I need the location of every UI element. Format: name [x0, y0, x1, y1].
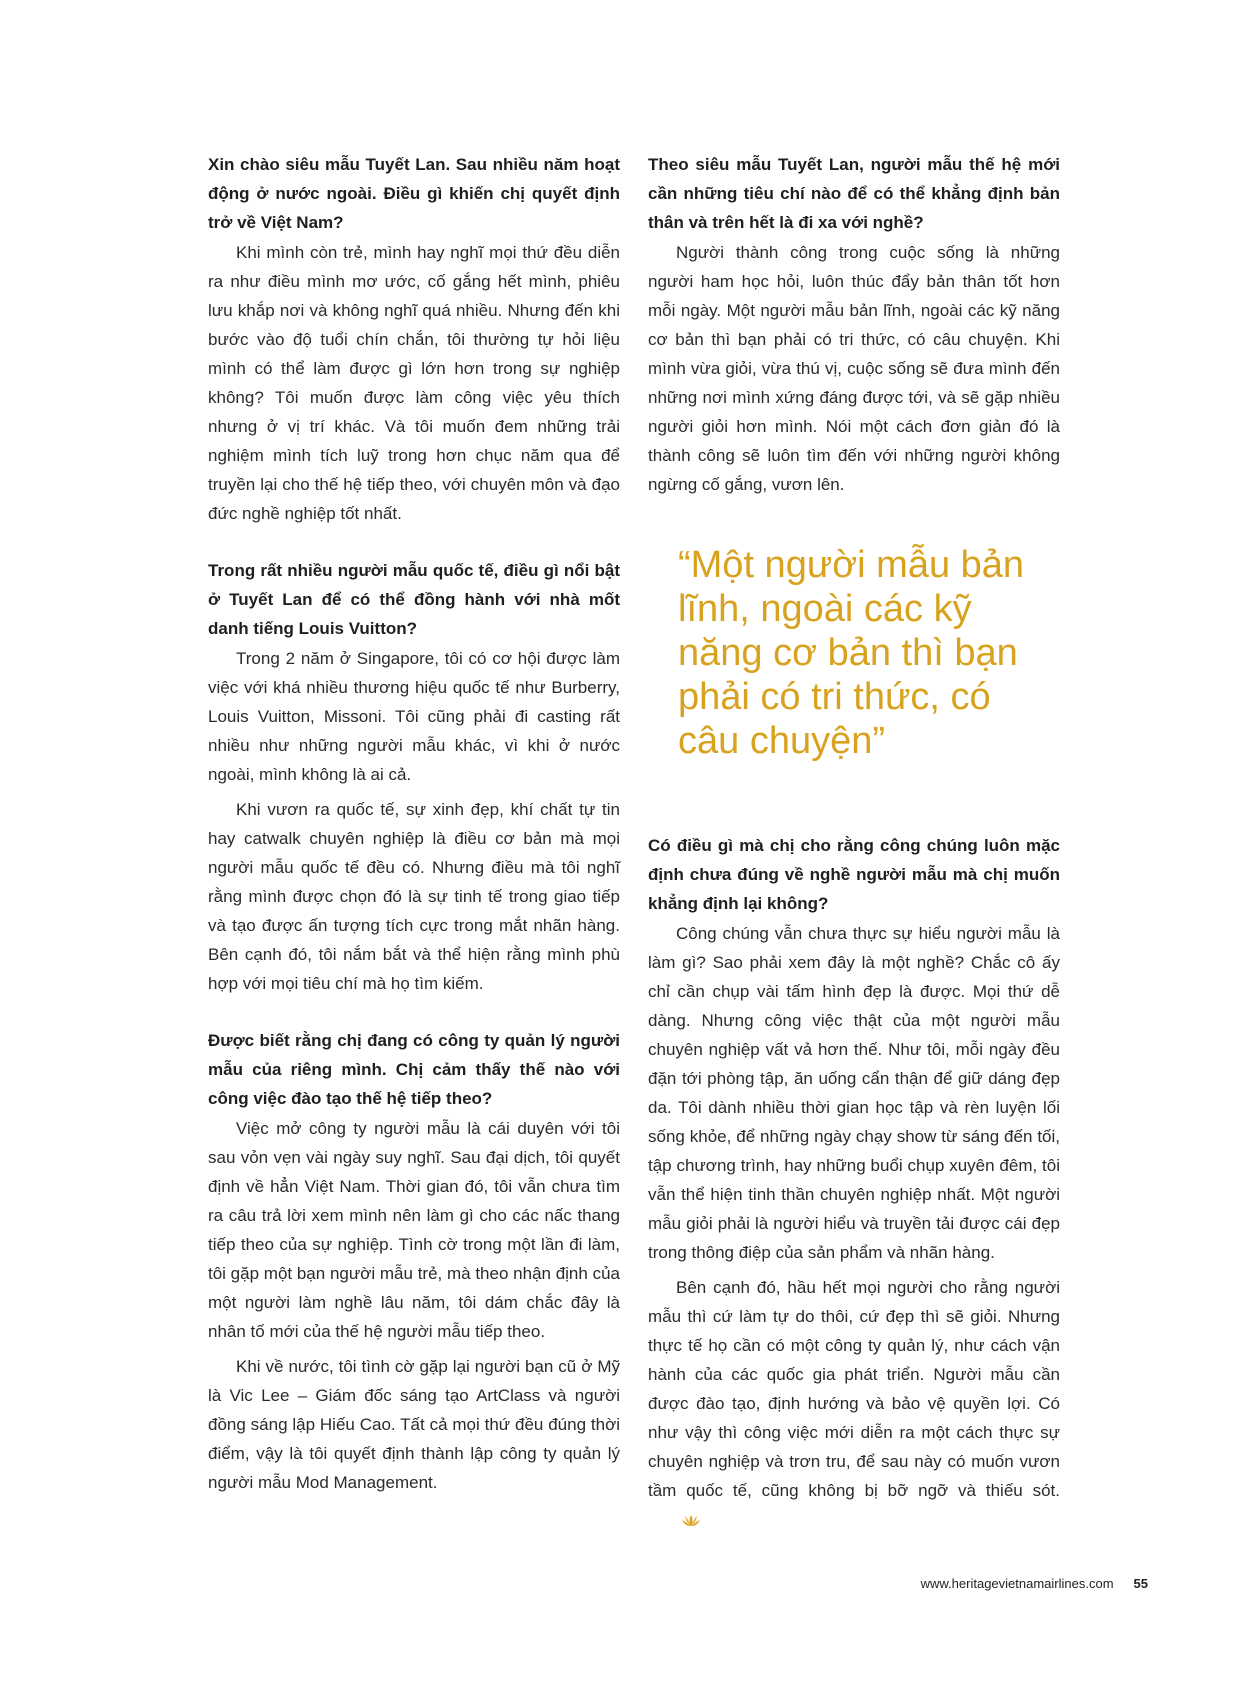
page-number: 55	[1133, 1576, 1148, 1591]
page-footer	[921, 1576, 1148, 1591]
answer-5b-text: Bên cạnh đó, hầu hết mọi người cho rằng người mẫu thì cứ làm tự do thôi, cứ đẹp thì sẽ giỏi. Nhưng thực tế họ cần có một công ty quản lý, như cách vận hành của các quốc gia phát triển. Người mẫu cần được đào tạo, định hướng và bảo vệ quyền lợi. Có như vậy thì công việc mới diễn ra một cách thực sự chuyên nghiệp và trơn tru, để sau này có muốn vươn tầm quốc tế, cũng không bị bỡ ngỡ và thiếu sót.	[648, 1278, 1060, 1500]
question-4: Theo siêu mẫu Tuyết Lan, người mẫu thế hệ mới cần những tiêu chí nào để có thể khẳng định bản thân và trên hết là đi xa với nghề?	[648, 155, 1060, 232]
question-2: Trong rất nhiều người mẫu quốc tế, điều gì nổi bật ở Tuyết Lan để có thể đồng hành với nhà mốt danh tiếng Louis Vuitton?	[208, 561, 620, 638]
answer-1: Khi mình còn trẻ, mình hay nghĩ mọi thứ đều diễn ra như điều mình mơ ước, cố gắng hết mình, phiêu lưu khắp nơi và không nghĩ quá nhiều. Nhưng đến khi bước vào độ tuổi chín chắn, tôi thường tự hỏi liệu mình có thể làm được gì lớn hơn trong sự nghiệp không? Tôi muốn được làm công việc yêu thích nhưng ở vị trí khác. Và tôi muốn đem những trải nghiệm mình tích luỹ trong hơn chục năm qua để truyền lại cho thế hệ tiếp theo, với chuyên môn và đạo đức nghề nghiệp tốt nhất.	[208, 243, 620, 523]
answer-3a: Việc mở công ty người mẫu là cái duyên với tôi sau vỏn vẹn vài ngày suy nghĩ. Sau đại dịch, tôi quyết định về hẳn Việt Nam. Thời gian đó, tôi vẫn chưa tìm ra câu trả lời xem mình nên làm gì cho các nấc thang tiếp theo của sự nghiệp. Tình cờ trong một lần đi làm, tôi gặp một bạn người mẫu trẻ, mà theo nhận định của một người làm nghề lâu năm, tôi dám chắc đây là nhân tố mới của thế hệ người mẫu tiếp theo.	[208, 1119, 620, 1341]
answer-3b: Khi về nước, tôi tình cờ gặp lại người bạn cũ ở Mỹ là Vic Lee – Giám đốc sáng tạo ArtClass và người đồng sáng lập Hiếu Cao. Tất cả mọi thứ đều đúng thời điểm, vậy là tôi quyết định thành lập công ty quản lý người mẫu Mod Management.	[208, 1357, 620, 1492]
website-url: www.heritagevietnamairlines.com	[920, 1576, 1114, 1591]
lotus-icon	[652, 1508, 702, 1537]
answer-5b	[648, 1273, 1060, 1537]
pull-quote: “Một người mẫu bản lĩnh, ngoài các kỹ năng cơ bản thì bạn phải có tri thức, có câu chuyện”	[678, 544, 1025, 762]
answer-2b: Khi vươn ra quốc tế, sự xinh đẹp, khí chất tự tin hay catwalk chuyên nghiệp là điều cơ bản mà mọi người mẫu quốc tế đều có. Nhưng điều mà tôi nghĩ rằng mình được chọn đó là sự tinh tế trong giao tiếp và tạo được ấn tượng tích cực trong mắt nhãn hàng. Bên cạnh đó, tôi nắm bắt và thể hiện rằng mình phù hợp với mọi tiêu chí mà họ tìm kiếm.	[208, 800, 620, 993]
question-5: Có điều gì mà chị cho rằng công chúng luôn mặc định chưa đúng về nghề người mẫu mà chị muốn khẳng định lại không?	[648, 836, 1060, 913]
answer-5a: Công chúng vẫn chưa thực sự hiểu người mẫu là làm gì? Sao phải xem đây là một nghề? Chắc cô ấy chỉ cần chụp vài tấm hình đẹp là được. Mọi thứ dễ dàng. Nhưng công việc thật của một người mẫu chuyên nghiệp vất vả hơn thế. Như tôi, mỗi ngày đều đặn tới phòng tập, ăn uống cẩn thận để giữ dáng đẹp da. Tôi dành nhiều thời gian học tập và rèn luyện lối sống khỏe, để những ngày chạy show từ sáng đến tối, tập chương trình, hay những buổi chụp xuyên đêm, tôi vẫn thể hiện tinh thần chuyên nghiệp nhất. Một người mẫu giỏi phải là người hiểu và truyền tải được cái đẹp trong thông điệp của sản phẩm và nhãn hàng.	[648, 924, 1060, 1262]
answer-2a: Trong 2 năm ở Singapore, tôi có cơ hội được làm việc với khá nhiều thương hiệu quốc tế như Burberry, Louis Vuitton, Missoni. Tôi cũng phải đi casting rất nhiều như những người mẫu khác, vì khi ở nước ngoài, mình không là ai cả.	[208, 649, 620, 784]
question-3: Được biết rằng chị đang có công ty quản lý người mẫu của riêng mình. Chị cảm thấy thế nào với công việc đào tạo thế hệ tiếp theo?	[208, 1031, 620, 1108]
right-column	[648, 150, 1060, 1543]
question-1: Xin chào siêu mẫu Tuyết Lan. Sau nhiều năm hoạt động ở nước ngoài. Điều gì khiến chị quyết định trở về Việt Nam?	[208, 155, 620, 232]
answer-4: Người thành công trong cuộc sống là những người ham học hỏi, luôn thúc đẩy bản thân tốt hơn mỗi ngày. Một người mẫu bản lĩnh, ngoài các kỹ năng cơ bản thì bạn phải có tri thức, có câu chuyện. Khi mình vừa giỏi, vừa thú vị, cuộc sống sẽ đưa mình đến những nơi mình xứng đáng được tới, và sẽ gặp nhiều người giỏi hơn mình. Nói một cách đơn giản đó là thành công sẽ luôn tìm đến với những người không ngừng cố gắng, vươn lên.	[648, 243, 1060, 494]
left-column	[208, 150, 620, 1503]
